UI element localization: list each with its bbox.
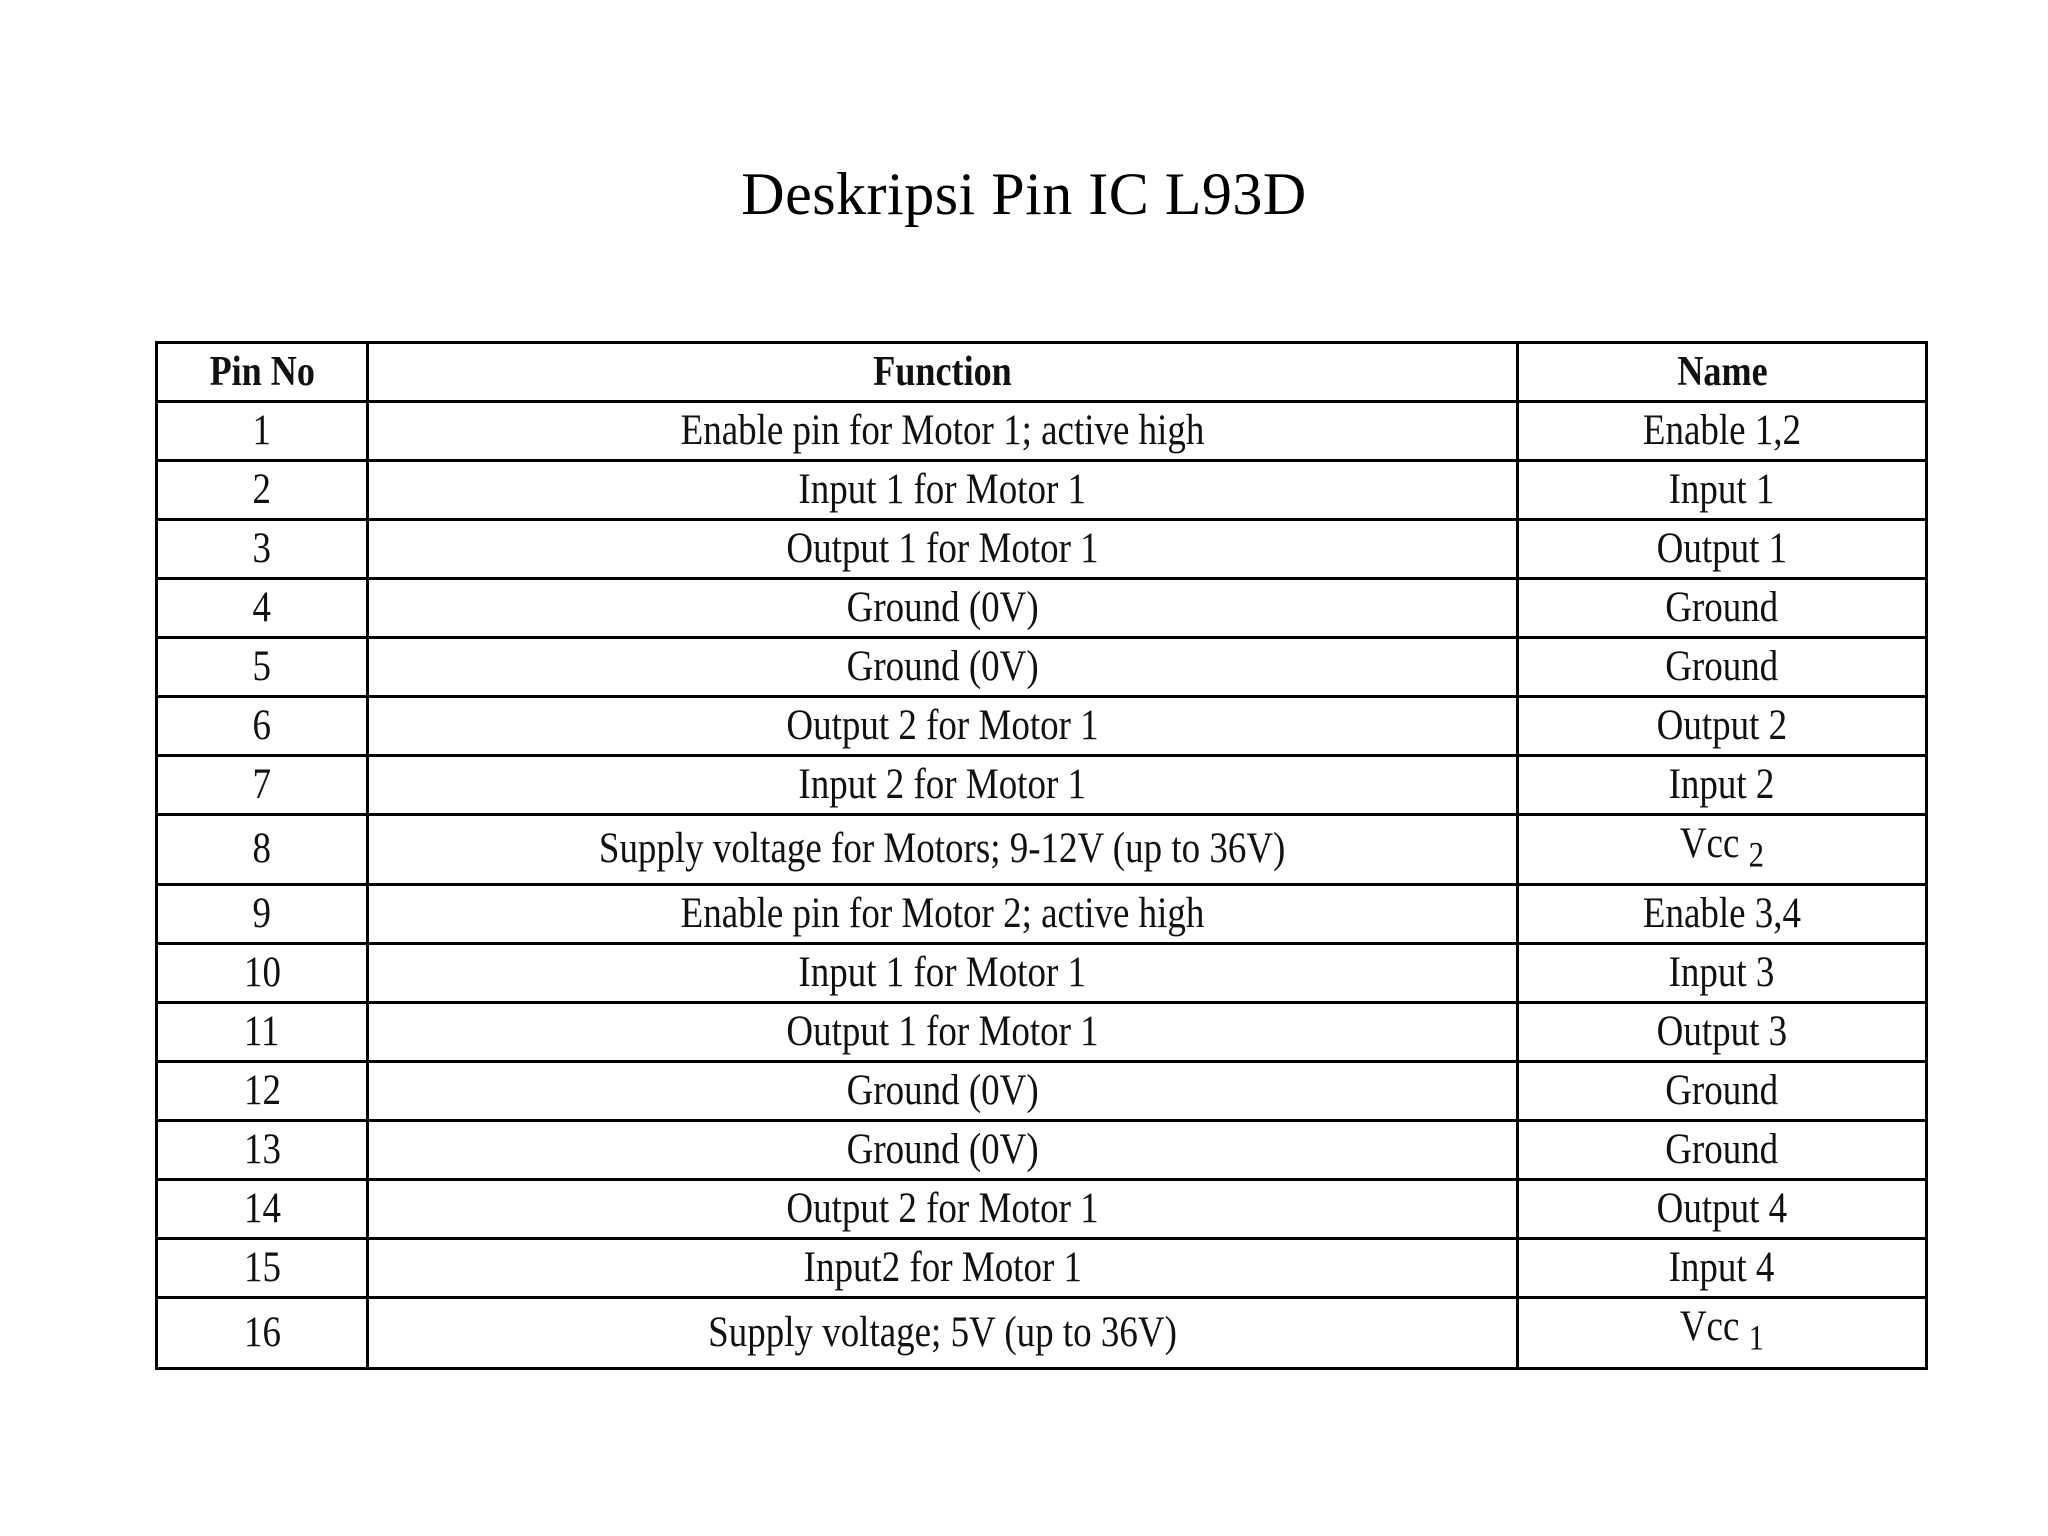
pin-number: 2 xyxy=(252,466,272,513)
cell-function xyxy=(368,815,1518,885)
pin-function: Input2 for Motor 1 xyxy=(803,1243,1082,1291)
pin-function: Ground (0V) xyxy=(846,584,1039,631)
cell-pin xyxy=(157,1238,368,1297)
cell-name xyxy=(1518,1002,1927,1061)
pin-number: 16 xyxy=(243,1308,281,1356)
pin-function: Supply voltage for Motors; 9-12V (up to 36V) xyxy=(599,825,1286,873)
table-row xyxy=(157,756,1927,815)
pin-number: 1 xyxy=(252,407,272,454)
cell-name xyxy=(1518,756,1927,815)
pin-function: Ground (0V) xyxy=(846,1125,1039,1173)
pin-name: Input 4 xyxy=(1669,1243,1775,1291)
cell-function xyxy=(368,579,1518,638)
cell-function xyxy=(368,1238,1518,1297)
table-row xyxy=(157,1120,1927,1179)
table-header-row xyxy=(157,343,1927,402)
cell-function xyxy=(368,461,1518,520)
pin-name: Enable 3,4 xyxy=(1642,889,1802,937)
cell-pin xyxy=(157,461,368,520)
cell-name xyxy=(1518,1061,1927,1120)
cell-name xyxy=(1518,1297,1927,1368)
cell-function xyxy=(368,756,1518,815)
table-row xyxy=(157,1238,1927,1297)
cell-function xyxy=(368,697,1518,756)
pin-number: 11 xyxy=(244,1007,280,1055)
header-pin-no xyxy=(157,343,368,402)
header-name-label: Name xyxy=(1676,349,1768,395)
cell-name xyxy=(1518,579,1927,638)
pin-name xyxy=(1680,816,1764,883)
header-pin-no-label: Pin No xyxy=(209,349,315,395)
pin-name-text: Vcc xyxy=(1679,820,1740,867)
cell-name xyxy=(1518,638,1927,697)
pin-number: 13 xyxy=(243,1125,281,1173)
table-row xyxy=(157,1179,1927,1238)
cell-name xyxy=(1518,1238,1927,1297)
pin-function: Enable pin for Motor 1; active high xyxy=(680,407,1205,454)
cell-name xyxy=(1518,884,1927,943)
cell-name xyxy=(1518,943,1927,1002)
pin-name xyxy=(1680,1299,1764,1366)
pin-function: Input 1 for Motor 1 xyxy=(798,948,1087,996)
pin-name: Ground xyxy=(1665,1066,1779,1114)
cell-function xyxy=(368,638,1518,697)
cell-pin xyxy=(157,1120,368,1179)
cell-pin xyxy=(157,638,368,697)
pin-number: 15 xyxy=(243,1243,281,1291)
cell-pin xyxy=(157,402,368,461)
pin-number: 3 xyxy=(252,525,272,572)
pin-function: Enable pin for Motor 2; active high xyxy=(680,889,1205,937)
cell-function xyxy=(368,943,1518,1002)
cell-pin xyxy=(157,884,368,943)
cell-pin xyxy=(157,1061,368,1120)
pin-number: 6 xyxy=(252,702,272,749)
pin-function: Ground (0V) xyxy=(846,1066,1039,1114)
page-title: Deskripsi Pin IC L93D xyxy=(741,161,1307,227)
header-function xyxy=(368,343,1518,402)
cell-name xyxy=(1518,697,1927,756)
pin-name: Output 1 xyxy=(1656,525,1788,572)
cell-name xyxy=(1518,1120,1927,1179)
cell-pin xyxy=(157,1297,368,1368)
pin-name: Ground xyxy=(1665,584,1779,631)
table-row xyxy=(157,697,1927,756)
cell-pin xyxy=(157,1002,368,1061)
table-row xyxy=(157,815,1927,885)
pin-name: Output 3 xyxy=(1656,1007,1788,1055)
pin-number: 9 xyxy=(252,889,272,937)
pin-name-subscript: 2 xyxy=(1748,834,1765,875)
pin-function: Input 2 for Motor 1 xyxy=(798,761,1087,808)
pin-name: Output 4 xyxy=(1656,1184,1788,1232)
pin-name-text: Vcc xyxy=(1679,1303,1740,1351)
cell-function xyxy=(368,520,1518,579)
cell-name xyxy=(1518,402,1927,461)
cell-pin xyxy=(157,579,368,638)
header-function-label: Function xyxy=(873,349,1012,395)
table-row xyxy=(157,884,1927,943)
cell-function xyxy=(368,1061,1518,1120)
table-row xyxy=(157,1061,1927,1120)
cell-pin xyxy=(157,815,368,885)
pin-name: Input 3 xyxy=(1669,948,1775,996)
cell-pin xyxy=(157,697,368,756)
cell-name xyxy=(1518,1179,1927,1238)
pin-function: Ground (0V) xyxy=(846,643,1039,690)
table-row xyxy=(157,1002,1927,1061)
pin-name: Input 2 xyxy=(1669,761,1775,808)
pin-function: Input 1 for Motor 1 xyxy=(798,466,1087,513)
cell-name xyxy=(1518,815,1927,885)
table-row xyxy=(157,461,1927,520)
pin-function: Output 2 for Motor 1 xyxy=(786,702,1099,749)
cell-name xyxy=(1518,461,1927,520)
pin-name: Enable 1,2 xyxy=(1642,407,1802,454)
pin-number: 10 xyxy=(243,948,281,996)
cell-function xyxy=(368,1120,1518,1179)
table-row xyxy=(157,943,1927,1002)
pin-name: Output 2 xyxy=(1656,702,1788,749)
table-row xyxy=(157,638,1927,697)
cell-pin xyxy=(157,756,368,815)
pin-name: Input 1 xyxy=(1669,466,1775,513)
pin-function: Supply voltage; 5V (up to 36V) xyxy=(708,1308,1177,1356)
pin-name: Ground xyxy=(1665,643,1779,690)
cell-function xyxy=(368,402,1518,461)
cell-function xyxy=(368,1297,1518,1368)
cell-function xyxy=(368,1179,1518,1238)
pin-function: Output 1 for Motor 1 xyxy=(786,525,1099,572)
cell-pin xyxy=(157,943,368,1002)
pin-function: Output 1 for Motor 1 xyxy=(786,1007,1099,1055)
table-row xyxy=(157,520,1927,579)
header-name xyxy=(1518,343,1927,402)
table-row xyxy=(157,402,1927,461)
pin-name: Ground xyxy=(1665,1125,1779,1173)
cell-pin xyxy=(157,1179,368,1238)
pin-number: 5 xyxy=(252,643,272,690)
pin-number: 14 xyxy=(243,1184,281,1232)
pin-function: Output 2 for Motor 1 xyxy=(786,1184,1099,1232)
pin-number: 12 xyxy=(243,1066,281,1114)
pin-number: 7 xyxy=(252,761,272,808)
table-row xyxy=(157,1297,1927,1368)
pin-number: 8 xyxy=(252,825,272,873)
pin-description-table xyxy=(155,341,1928,1370)
table-row xyxy=(157,579,1927,638)
cell-function xyxy=(368,884,1518,943)
cell-name xyxy=(1518,520,1927,579)
cell-pin xyxy=(157,520,368,579)
cell-function xyxy=(368,1002,1518,1061)
pin-number: 4 xyxy=(252,584,272,631)
pin-name-subscript: 1 xyxy=(1748,1317,1765,1358)
